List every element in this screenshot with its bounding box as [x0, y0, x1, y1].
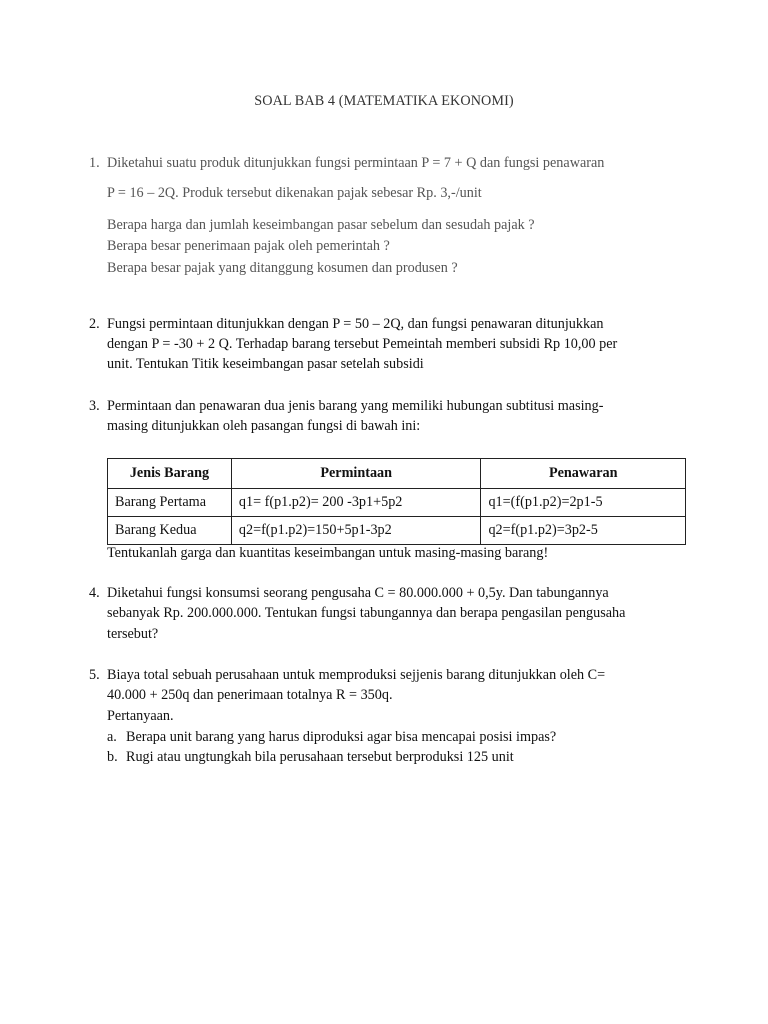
table-row [108, 517, 686, 545]
question-1-line-3: Berapa harga dan jumlah keseimbangan pasar sebelum dan sesudah pajak ? [107, 217, 535, 233]
sub-b-label: b. [107, 749, 118, 765]
table-cell: Barang Pertama [108, 489, 232, 517]
table-header-cell: Jenis Barang [108, 459, 232, 489]
question-5-sub-a [107, 729, 556, 746]
table-cell: Barang Kedua [108, 517, 232, 545]
question-5-number: 5. [89, 667, 100, 683]
question-5-line-1: Biaya total sebuah perusahaan untuk memproduksi sejjenis barang ditunjukkan oleh C= [107, 667, 606, 683]
table-cell: q1=(f(p1.p2)=2p1-5 [481, 489, 686, 517]
question-2-line-3: unit. Tentukan Titik keseimbangan pasar setelah subsidi [107, 356, 424, 372]
question-4-number: 4. [89, 585, 100, 601]
question-3-line-2: masing ditunjukkan oleh pasangan fungsi di bawah ini: [107, 418, 421, 434]
sub-b-text: Rugi atau ungtungkah bila perusahaan tersebut berproduksi 125 unit [126, 749, 514, 765]
table-cell: q2=f(p1.p2)=150+5p1-3p2 [231, 517, 481, 545]
question-1-line-4: Berapa besar penerimaan pajak oleh pemerintah ? [107, 238, 390, 254]
table-header-row [108, 459, 686, 489]
table-header-cell: Penawaran [481, 459, 686, 489]
table-row [108, 489, 686, 517]
question-5-line-2: 40.000 + 250q dan penerimaan totalnya R = 350q. [107, 687, 393, 703]
question-5-sub-b [107, 749, 514, 766]
page-title: SOAL BAB 4 (MATEMATIKA EKONOMI) [254, 93, 514, 109]
question-3-instruction: Tentukanlah garga dan kuantitas keseimbangan untuk masing-masing barang! [107, 545, 549, 561]
question-1-line-5: Berapa besar pajak yang ditanggung kosumen dan produsen ? [107, 260, 458, 276]
question-3-number: 3. [89, 398, 100, 414]
question-4-line-3: tersebut? [107, 626, 159, 642]
question-5-line-3: Pertanyaan. [107, 708, 174, 724]
question-1-number: 1. [89, 155, 100, 171]
table-cell: q1= f(p1.p2)= 200 -3p1+5p2 [231, 489, 481, 517]
question-4-line-2: sebanyak Rp. 200.000.000. Tentukan fungsi tabungannya dan berapa pengasilan pengusaha [107, 605, 626, 621]
table-header-cell: Permintaan [231, 459, 481, 489]
question-2-number: 2. [89, 316, 100, 332]
sub-a-label: a. [107, 729, 117, 745]
question-1-line-2: P = 16 – 2Q. Produk tersebut dikenakan pajak sebesar Rp. 3,-/unit [107, 185, 482, 201]
goods-function-table [107, 458, 686, 545]
sub-a-text: Berapa unit barang yang harus diproduksi agar bisa mencapai posisi impas? [126, 729, 557, 745]
question-2-line-2: dengan P = -30 + 2 Q. Terhadap barang tersebut Pemeintah memberi subsidi Rp 10,00 per [107, 336, 618, 352]
question-2-line-1: Fungsi permintaan ditunjukkan dengan P = 50 – 2Q, dan fungsi penawaran ditunjukkan [107, 316, 604, 332]
question-3-line-1: Permintaan dan penawaran dua jenis barang yang memiliki hubungan subtitusi masing- [107, 398, 604, 414]
table-cell: q2=f(p1.p2)=3p2-5 [481, 517, 686, 545]
question-1-line-1: Diketahui suatu produk ditunjukkan fungsi permintaan P = 7 + Q dan fungsi penawaran [107, 155, 605, 171]
question-4-line-1: Diketahui fungsi konsumsi seorang pengusaha C = 80.000.000 + 0,5y. Dan tabungannya [107, 585, 609, 601]
